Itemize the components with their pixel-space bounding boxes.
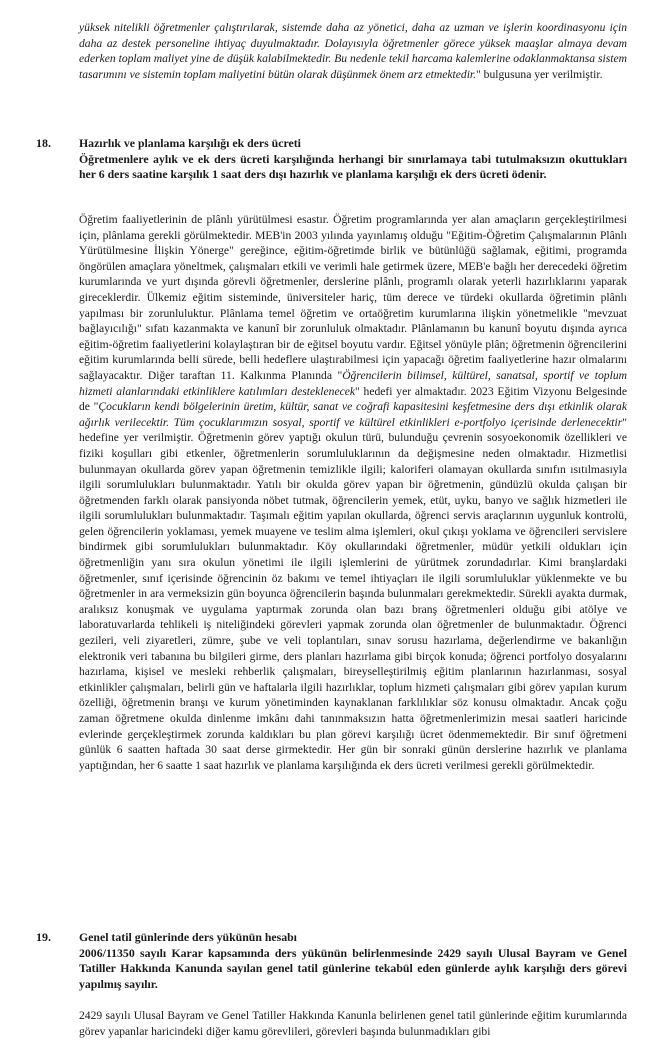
section-19-heading bbox=[79, 930, 627, 992]
section-18-body-part-3: " hedefine yer verilmiştir. Öğretmenin görev yaptığı okulun türü, bulunduğu çevrenin sosyoekonomik özellikleri ve fiziki koşulları gibi etkenler, öğretmenlerin sorumluluklarının da değişmesine neden olmaktadır. Hizmetlisi bulunmayan okullarda görev yapan öğretmenin temizlikle ilgili; kaloriferi olamayan okullarda sınıfın ısıtılmasıyla ilgili sorumlulukları bulunmaktadır. Yatılı bir okulda görev yapan bir öğretmenin, gündüzlü okulda çalışan bir öğretmenden farklı olarak pansiyonda nöbet tutmak, öğrencilerin yemek, etüt, uyku, banyo ve sağlık hizmetleri ile ilgili sorumlulukları bulunmaktadır. Taşımalı eğitim yapılan okullarda, öğrenci servis araçlarının uygunluk kontrolü, gelen öğrencilerin yoklaması, yemek muayene ve teslim alma işlemleri, okul çıkışı yoklama ve öğrencileri servislere bindirmek gibi sorumlulukları bulunmaktadır. Köy okullarındaki öğretmenler, müdür yetkili oldukları için öğretmenliğin yanı sıra okulun yönetimi ile ilgili işlemlerini de yürütmek zorundadırlar. Kimi branşlardaki öğretmenler, sınıf içerisinde öğrencinin öz bakımı ve temel ihtiyaçları ile ilgili sorumluluklar yüklenmekte ve bu öğretmenler in ara vermeksizin gün boyunca öğrencilerin başında bulunmaları gerekmektedir. Sürekli ayakta durmak, aralıksız konuşmak ve uygulama yaptırmak zorunda olan bazı branş öğretmenleri olduğu gibi atölye ve laboratuvarlarda tehlikeli iş niteliğindeki görevleri yapmak zorunda olan öğretmenler de bulunmaktadır. Öğrenci gezileri, veli ziyaretleri, zümre, şube ve veli toplantıları, sınav sorusu hazırlama, değerlendirme ve bakanlığın elektronik veri tabanına bu bilgileri girme, ders planları hazırlama gibi birçok konuda; öğrenci portfolyo dosyalarını hazırlama, kişisel ve mesleki rehberlik çalışmaları, bireyselleştirilmiş eğitim planlarının hazırlanması, sosyal etkinlikler çalışmaları, belirli gün ve haftalarla ilgili hazırlıklar, toplum hizmeti çalışmaları gibi görev yapılan kurum özelliği, öğretmenin branşı ve kurum yönetiminden kaynaklanan farklılıklar söz konusu olmaktadır. Ancak çoğu zaman öğretmene okulda dinlenme imkânı dahi tanınmaksızın hatta öğretmenlerimizin mesai saatleri haricinde evlerinde gerçekleştirmek zorunda kaldıkları bu plan görevi karşılığı ücret ödenmemektedir. Bir sınıf öğretmeni günlük 6 saatten haftada 30 saat derse girmektedir. Her gün bir sonraki günün derslerine hazırlık ve planlama yaptığından, her 6 saatte 1 saat hazırlık ve planlama karşılığında ek ders ücreti verilmesi gerekli görülmektedir. bbox=[79, 415, 627, 772]
section-19-subtitle: 2006/11350 sayılı Karar kapsamında ders yükünün belirlenmesinde 2429 sayılı Ulusal Bayram ve Genel Tatiller Hakkında Kanunda sayılan genel tatil günlerine tekabül eden günlerde aylık karşılığı ders görevi yapılmış sayılır. bbox=[79, 945, 627, 991]
section-18-subtitle: Öğretmenlere aylık ve ek ders ücreti karşılığında herhangi bir sınırlamaya tabi tutulmaksızın okuttukları her 6 ders saatine karşılık 1 saat ders dışı hazırlık ve planlama karşılığı ek ders ücreti ödenir. bbox=[79, 151, 627, 182]
intro-quote-tail: " bulgusuna yer verilmiştir. bbox=[476, 67, 603, 81]
intro-quote-italic: yüksek nitelikli öğretmenler çalıştırılarak, sistemde daha az yönetici, daha az uzman ve işlerin koordinasyonu için daha az destek personeline ihtiyaç duyulmaktadır. Dolayısıyla öğretmenler görece yüksek maaşlar almaya devam ederken toplam maliyet yine de düşük kalabilmektedir. Bu nedenle tekil harcama kalemlerine odaklanmaktansa sistem tasarımını ve sistemin toplam maliyetini bütün olarak düşünmek önem arz etmektedir. bbox=[79, 21, 627, 81]
section-18-body-italic-2: Çocukların kendi bölgelerinin üretim, kültür, sanat ve coğrafi kapasitesini keşfetmesine ders dışı etkinlik olarak ağırlık verilecektir. Tüm çocuklarımızın sosyal, sportif ve kültürel etkinlikleri e-portfolyo içerisinde derlenecektir bbox=[79, 400, 628, 429]
section-18-heading bbox=[79, 136, 627, 183]
section-18-body-part-2: " hedefi yer almaktadır. 2023 Eğitim Vizyonu Belgesinde de " bbox=[79, 384, 627, 414]
section-18-title: Hazırlık ve planlama karşılığı ek ders ücreti bbox=[79, 136, 301, 150]
section-19-body: 2429 sayılı Ulusal Bayram ve Genel Tatiller Hakkında Kanunla belirlenen genel tatil günlerinde eğitim kurumlarında görev yapanlar haricindeki diğer kamu görevlileri, görevleri başında bulunmadıkları gibi bbox=[79, 1009, 627, 1038]
section-19-title: Genel tatil günlerinde ders yükünün hesabı bbox=[79, 930, 297, 944]
section-18-body-part-1: Öğretim faaliyetlerinin de plânlı yürütülmesi esastır. Öğretim programlarında yer alan amaçların gerçekleştirilmesi için, plânlama gerekli görülmektedir. MEB'in 2003 yılında yayınlamış olduğu "Eğitim-Öğretim Çalışmalarının Plânlı Yürütülmesine İlişkin Yönerge" gereğince, eğitim-öğretimde birlik ve bütünlüğü sağlamak, eğitimi, programda öngörülen amaçlara yöneltmek, çalışmaları etkili ve verimli hale getirmek üzere, MEB'e bağlı her derecedeki öğretim kurumlarında ve yurt dışında görevli öğretmenler, derslerine plânlı, programlı olarak yeterli hazırlıklarını yaparak gireceklerdir. Ülkemiz eğitim sisteminde, üniversiteler hariç, tüm derece ve türdeki okullarda öğretimin plânlı yapılması bir zorunluluktur. Plânlama temel öğretim ve ortaöğretim kurumlarına ilişkin yönetmelikle "mevzuat bağlayıcılığı" sıfatı kazanmakta ve kanunî bir zorunluluk olmaktadır. Plânlamanın bu kanunî boyutu dışında ayrıca eğitim-öğretim faaliyetlerini kolaylaştıran bir de eğitsel boyutu vardır. Eğitsel yönüyle plân; öğretmenin öğrencilerini eğitim kurumlarında belli sürede, belli hedeflere ulaştırabilmesi için yapacağı öğretim faaliyetlerine hazır olmalarını sağlayacaktır. Diğer taraftan 11. Kalkınma Planında " bbox=[79, 213, 627, 382]
section-18-body-italic-1: Öğrencilerin bilimsel, kültürel, sanatsal, sportif ve toplum hizmeti alanlarındaki etkinliklere katılımları desteklenecek bbox=[79, 368, 627, 398]
intro-paragraph bbox=[79, 20, 627, 82]
section-18-body bbox=[79, 212, 627, 773]
section-18-number: 18. bbox=[36, 136, 51, 150]
section-19-number: 19. bbox=[36, 930, 51, 944]
